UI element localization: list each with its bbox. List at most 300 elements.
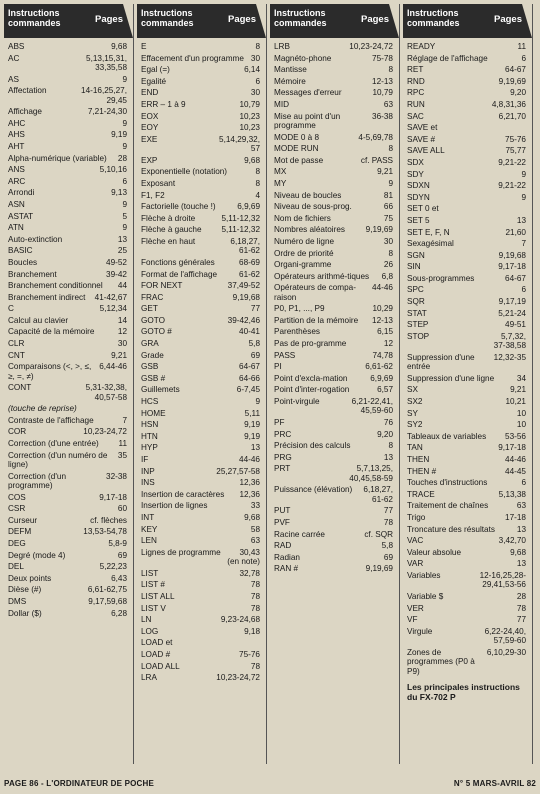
entry-pages: 37,49-52 <box>227 281 260 291</box>
entry-pages: 9,17,59,68 <box>88 596 127 606</box>
index-entry <box>141 467 260 476</box>
entry-name: SAVE ALL <box>407 146 445 156</box>
entry-pages: 30 <box>383 236 393 246</box>
entry-name: SDXN <box>407 181 430 191</box>
entry-name: ANS <box>8 165 25 175</box>
entry-name: Exposant <box>141 178 176 188</box>
entry-name: RPC <box>407 88 425 98</box>
entry-name: ERR – 1 à 9 <box>141 99 186 109</box>
index-entry <box>274 453 393 462</box>
entry-name: MID <box>274 99 290 109</box>
index-entry <box>141 615 260 624</box>
index-entry <box>407 100 526 109</box>
index-entry <box>8 516 127 525</box>
header-label-line1: Instructions <box>141 8 193 18</box>
index-entry <box>274 530 393 539</box>
index-entry <box>8 427 127 436</box>
entry-name: VAC <box>407 536 424 546</box>
entry-name: Valeur absolue <box>407 547 462 557</box>
entry-pages: 77 <box>250 304 260 314</box>
index-entry <box>8 439 127 448</box>
index-entry <box>141 123 260 132</box>
entry-pages: 9,21 <box>510 385 526 395</box>
index-entry <box>274 77 393 86</box>
index-entry <box>274 506 393 515</box>
entry-pages: 9,68 <box>244 512 260 522</box>
entry-pages: 6,21-22,41, 45,59-60 <box>351 397 393 416</box>
entry-name: Point d'inter-rogation <box>274 385 350 395</box>
entry-name: Flèche en haut <box>141 236 196 246</box>
header-pages-label: Pages <box>494 14 522 25</box>
entry-name: VER <box>407 603 424 613</box>
index-entry <box>141 397 260 406</box>
entry-name: Nom de fichiers <box>274 213 331 223</box>
entry-pages: 26 <box>383 260 393 270</box>
index-entry <box>141 65 260 74</box>
index-entry <box>274 65 393 74</box>
entry-pages: 13 <box>117 234 127 244</box>
index-entry <box>407 309 526 318</box>
index-entry <box>274 464 393 483</box>
entry-name: Branchement indirect <box>8 292 86 302</box>
entry-name: STOP <box>407 331 430 341</box>
entry-pages: 28 <box>516 591 526 601</box>
entry-name: HCS <box>141 397 159 407</box>
entry-name: GSB # <box>141 373 166 383</box>
entry-name: Correction (d'un numéro de ligne) <box>8 450 108 470</box>
entry-list <box>4 38 133 618</box>
index-entry <box>407 478 526 487</box>
entry-pages: 64-67 <box>239 362 260 372</box>
index-entry <box>8 551 127 560</box>
entry-name: EOY <box>141 123 159 133</box>
entry-pages: 8 <box>255 42 260 51</box>
index-column-1 <box>4 4 134 764</box>
entry-name: Tableaux de variables <box>407 431 487 441</box>
entry-pages: 9,19,69 <box>498 76 526 86</box>
entry-pages: 9,21-22 <box>498 181 526 191</box>
entry-name: AHT <box>8 141 25 151</box>
entry-name: Sexagésimal <box>407 239 454 249</box>
entry-name: RND <box>407 76 425 86</box>
index-entry <box>141 179 260 188</box>
index-entry <box>141 258 260 267</box>
entry-name: Contraste de l'affichage <box>8 415 94 425</box>
index-entry <box>8 188 127 197</box>
entry-name: SAVE et <box>407 123 438 133</box>
entry-pages: cf. PASS <box>360 155 393 165</box>
index-entry <box>274 191 393 200</box>
entry-name: SET E, F, N <box>407 227 450 237</box>
index-entry <box>274 541 393 550</box>
entry-name: SET 0 et <box>407 204 439 214</box>
entry-name: Capacité de la mémoire <box>8 327 95 337</box>
entry-pages: 77 <box>383 506 393 516</box>
entry-name: DEL <box>8 562 24 572</box>
entry-name: SDY <box>407 169 424 179</box>
index-entry <box>141 88 260 97</box>
index-entry <box>8 270 127 279</box>
entry-pages: 35 <box>117 450 127 460</box>
entry-name: SY <box>407 408 418 418</box>
entry-name: Radian <box>274 552 300 562</box>
entry-name: Opérateurs arithmé-tiques <box>274 271 370 281</box>
index-entry <box>274 133 393 142</box>
entry-name: TAN <box>407 443 423 453</box>
entry-name: SIN <box>407 262 421 272</box>
entry-pages: 6,44-46 <box>99 362 127 372</box>
index-entry <box>407 181 526 190</box>
index-entry <box>8 339 127 348</box>
entry-pages: 4,8,31,36 <box>491 99 526 109</box>
entry-name: Dollar ($) <box>8 608 42 618</box>
entry-pages: 61-62 <box>239 269 260 279</box>
entry-pages: 10,29 <box>372 304 393 314</box>
entry-pages: 7,21-24,30 <box>87 107 127 117</box>
entry-name: Factorielle (touche !) <box>141 202 216 212</box>
entry-pages: 9 <box>122 223 127 233</box>
entry-name: DEG <box>8 539 26 548</box>
index-entry <box>274 351 393 360</box>
entry-name: AC <box>8 53 20 63</box>
index-entry <box>141 548 260 567</box>
entry-pages: 69 <box>117 550 127 560</box>
entry-name: Effacement d'un programme <box>141 53 244 63</box>
index-entry <box>141 270 260 279</box>
index-entry <box>8 527 127 536</box>
index-entry <box>407 513 526 522</box>
entry-name: THEN <box>407 455 430 464</box>
entry-name: Fonctions générales <box>141 257 215 267</box>
entry-name: Lignes de programme <box>141 547 221 557</box>
entry-pages: 9,19 <box>244 431 260 441</box>
entry-name: LIST <box>141 568 159 578</box>
entry-name: C <box>8 304 14 314</box>
index-column-3 <box>270 4 400 764</box>
entry-name: DMS <box>8 596 27 606</box>
entry-name: Zones de programmes (P0 à P9) <box>407 647 475 676</box>
index-entry <box>141 167 260 176</box>
index-entry <box>407 604 526 613</box>
index-entry <box>8 597 127 606</box>
entry-pages: 78 <box>383 518 393 527</box>
entry-name: F1, F2 <box>141 190 165 200</box>
entry-name: MY <box>274 178 287 188</box>
entry-pages: 74,78 <box>372 350 393 360</box>
entry-pages: 66 <box>383 202 393 212</box>
entry-name: Suppression d'une entrée <box>407 352 475 372</box>
index-entry <box>407 42 526 51</box>
entry-pages: 10,21 <box>505 397 526 407</box>
index-entry <box>407 353 526 372</box>
entry-pages: 5,11-12,32 <box>221 213 260 223</box>
entry-name: Sous-programmes <box>407 273 475 283</box>
entry-name: LRA <box>141 673 157 683</box>
index-entry <box>8 416 127 425</box>
entry-pages: 6 <box>521 285 526 295</box>
entry-name: Curseur <box>8 515 38 525</box>
index-entry <box>274 374 393 383</box>
entry-name: Niveau de boucles <box>274 190 342 200</box>
entry-name: Numéro de ligne <box>274 236 335 246</box>
header-pages-label: Pages <box>361 14 389 25</box>
entry-name: SQR <box>407 297 425 307</box>
entry-pages: 6,14 <box>244 65 260 75</box>
entry-pages: 5,11 <box>244 408 260 418</box>
entry-name: Branchement <box>8 269 57 279</box>
index-entry <box>407 467 526 476</box>
entry-name: LIST # <box>141 580 165 590</box>
entry-pages: 13 <box>516 559 526 569</box>
index-entry <box>8 142 127 151</box>
entry-pages: 78 <box>250 591 260 601</box>
entry-pages: 25,27,57-58 <box>216 466 260 476</box>
index-entry <box>274 167 393 176</box>
index-entry <box>274 418 393 427</box>
index-entry <box>407 158 526 167</box>
entry-name: Puissance (élévation) <box>274 485 353 495</box>
entry-name: Deux points <box>8 573 52 583</box>
header-pages-label: Pages <box>228 14 256 25</box>
index-entry <box>141 525 260 534</box>
entry-pages: 75-76 <box>505 134 526 144</box>
entry-pages: 8 <box>255 178 260 188</box>
entry-pages: 13,53-54,78 <box>83 527 127 537</box>
entry-name: Exponentielle (notation) <box>141 167 228 177</box>
index-entry <box>141 627 260 636</box>
entry-name: LOAD # <box>141 649 171 659</box>
index-entry <box>274 397 393 416</box>
entry-name: AHS <box>8 130 25 140</box>
entry-name: Branchement conditionnel <box>8 281 103 291</box>
index-entry <box>141 327 260 336</box>
entry-name: AHC <box>8 118 26 128</box>
entry-name: CSR <box>8 504 26 514</box>
entry-pages: 32,78 <box>239 568 260 578</box>
entry-pages: 5,7,32, 37-38,58 <box>493 331 526 351</box>
entry-name: Réglage de l'affichage <box>407 53 488 63</box>
index-entry <box>274 362 393 371</box>
index-entry <box>141 54 260 63</box>
entry-name: DEFM <box>8 527 32 537</box>
entry-name: Mise au point d'un programme <box>274 111 341 130</box>
index-entry <box>141 673 260 682</box>
entry-name: Mémoire <box>274 76 306 86</box>
index-entry <box>141 662 260 671</box>
entry-pages: cf. SQR <box>364 529 393 539</box>
entry-name: HSN <box>141 420 159 430</box>
entry-name: SX2 <box>407 397 423 407</box>
index-entry <box>141 478 260 487</box>
entry-pages: 9,23-24,68 <box>220 615 260 625</box>
entry-pages: 9,19,69 <box>365 564 393 574</box>
entry-list <box>403 38 532 702</box>
header-label-line2: commandes <box>8 18 61 28</box>
index-entry <box>8 75 127 84</box>
index-entry <box>407 193 526 202</box>
entry-name: PASS <box>274 350 296 360</box>
entry-pages: 6,8 <box>381 271 393 281</box>
column-header <box>137 4 266 38</box>
index-entry <box>407 54 526 63</box>
entry-pages: 10,23 <box>239 111 260 121</box>
footer-issue-label: N° 5 MARS-AVRIL 82 <box>453 779 536 788</box>
entry-pages: 10,23 <box>239 123 260 133</box>
entry-pages: 9,13 <box>111 188 127 198</box>
entry-name: Troncature des résultats <box>407 524 495 534</box>
entry-pages: 78 <box>250 603 260 613</box>
index-entry <box>407 77 526 86</box>
entry-pages: 3,42,70 <box>498 536 526 546</box>
entry-pages: 6,61-62 <box>365 362 393 372</box>
entry-name: EXP <box>141 155 158 165</box>
entry-pages: 6 <box>122 176 127 186</box>
entry-pages: 13 <box>250 443 260 453</box>
entry-pages: 28 <box>117 153 127 163</box>
entry-pages: 12-13 <box>372 76 393 86</box>
index-entry <box>141 351 260 360</box>
entry-name: GRA <box>141 339 159 349</box>
entry-pages: 49-51 <box>505 320 526 330</box>
entry-name: ARC <box>8 176 26 186</box>
entry-name: RET <box>407 65 424 75</box>
entry-pages: 8 <box>388 441 393 451</box>
entry-name: VF <box>407 615 418 625</box>
entry-pages: 12,36 <box>239 489 260 499</box>
entry-pages: 11 <box>118 439 127 449</box>
index-entry <box>141 501 260 510</box>
header-label-line1: Instructions <box>8 8 60 18</box>
entry-pages: 30,43 (en note) <box>227 547 260 567</box>
entry-name: STAT <box>407 308 427 318</box>
entry-pages: 5,8 <box>248 339 260 349</box>
entry-name: Mantisse <box>274 65 307 75</box>
entry-pages: 30 <box>117 339 127 349</box>
entry-pages: 14 <box>117 315 127 325</box>
index-entry <box>407 239 526 248</box>
entry-name: PUT <box>274 506 291 516</box>
entry-pages: 9,20 <box>510 88 526 98</box>
entry-pages: 9 <box>255 397 260 407</box>
entry-name: EOX <box>141 111 159 121</box>
entry-pages: 6,61-62,75 <box>87 585 127 595</box>
column-header <box>270 4 399 38</box>
index-entry <box>407 332 526 351</box>
entry-name: COR <box>8 427 27 437</box>
entry-pages: 9,17-18 <box>498 443 526 453</box>
entry-pages: 12-16,25,28- 29,41,53-56 <box>479 570 526 590</box>
entry-pages: 64-67 <box>505 273 526 283</box>
entry-pages: 6 <box>521 478 526 488</box>
entry-name: HTN <box>141 431 158 441</box>
entry-pages: 9 <box>122 118 127 128</box>
entry-pages: 9,19 <box>244 420 260 430</box>
entry-pages: 5,8-9 <box>108 539 127 548</box>
index-entry <box>141 443 260 452</box>
index-entry <box>407 123 526 132</box>
entry-name: CLR <box>8 339 25 349</box>
entry-pages: 68-69 <box>239 257 260 267</box>
entry-name: Partition de la mémoire <box>274 315 359 325</box>
index-entry <box>274 112 393 131</box>
entry-name: ASN <box>8 199 25 209</box>
entry-pages: 9 <box>122 74 127 84</box>
entry-pages: 10,79 <box>239 99 260 109</box>
index-entry <box>8 351 127 360</box>
entry-name: (touche de reprise) <box>8 404 77 414</box>
index-entry <box>407 648 526 676</box>
entry-name: LN <box>141 615 152 625</box>
entry-name: IF <box>141 455 149 464</box>
entry-pages: 9,21 <box>111 350 127 360</box>
entry-name: LOAD ALL <box>141 661 180 671</box>
entry-pages: 8 <box>255 167 260 177</box>
entry-name: THEN # <box>407 466 437 476</box>
index-entry <box>141 580 260 589</box>
index-entry <box>141 316 260 325</box>
entry-pages: 12 <box>117 327 127 337</box>
entry-name: P0, P1, ..., P9 <box>274 304 325 314</box>
index-entry <box>274 144 393 153</box>
entry-pages: 9 <box>521 192 526 202</box>
entry-name: LEN <box>141 536 157 546</box>
header-label-line2: commandes <box>407 18 460 28</box>
entry-pages: 9,17-18 <box>99 492 127 502</box>
header-pages-label: Pages <box>95 14 123 25</box>
entry-name: INT <box>141 512 155 522</box>
entry-name: Egal (=) <box>141 65 170 75</box>
entry-pages: 9,17-18 <box>498 262 526 272</box>
index-entry <box>407 627 526 646</box>
index-entry <box>274 156 393 165</box>
index-entry <box>407 170 526 179</box>
entry-name: RAN # <box>274 564 299 574</box>
index-entry <box>274 179 393 188</box>
entry-pages: 75,77 <box>505 146 526 156</box>
entry-pages: 9,17,19 <box>498 297 526 307</box>
index-entry <box>141 237 260 256</box>
entry-pages: 7 <box>122 415 127 425</box>
entry-name: SDX <box>407 157 424 167</box>
index-entry <box>407 374 526 383</box>
index-entry <box>141 42 260 51</box>
index-entry <box>407 251 526 260</box>
index-entry <box>274 249 393 258</box>
entry-name: Correction (d'un programme) <box>8 471 66 491</box>
entry-pages: 49-52 <box>106 257 127 267</box>
index-entry <box>8 212 127 221</box>
entry-name: MODE 0 à 8 <box>274 132 320 142</box>
index-entry <box>274 202 393 211</box>
index-entry <box>274 272 393 281</box>
index-entry <box>141 362 260 371</box>
entry-name: LOAD et <box>141 638 173 648</box>
entry-pages: 12 <box>383 339 393 349</box>
index-entry <box>8 165 127 174</box>
entry-pages: 63 <box>383 99 393 109</box>
index-entry <box>141 100 260 109</box>
index-entry <box>8 562 127 571</box>
entry-name: Comparaisons (<, >, ≤, ≥, =, ≠) <box>8 362 92 381</box>
entry-name: CNT <box>8 350 25 360</box>
entry-pages: 5,10,16 <box>99 165 127 175</box>
entry-name: END <box>141 88 159 98</box>
entry-pages: 14-16,25,27, 29,45 <box>81 86 127 105</box>
entry-pages: 34 <box>516 373 526 383</box>
index-entry <box>141 156 260 165</box>
index-entry <box>141 604 260 613</box>
entry-pages: 9,19,69 <box>365 225 393 235</box>
